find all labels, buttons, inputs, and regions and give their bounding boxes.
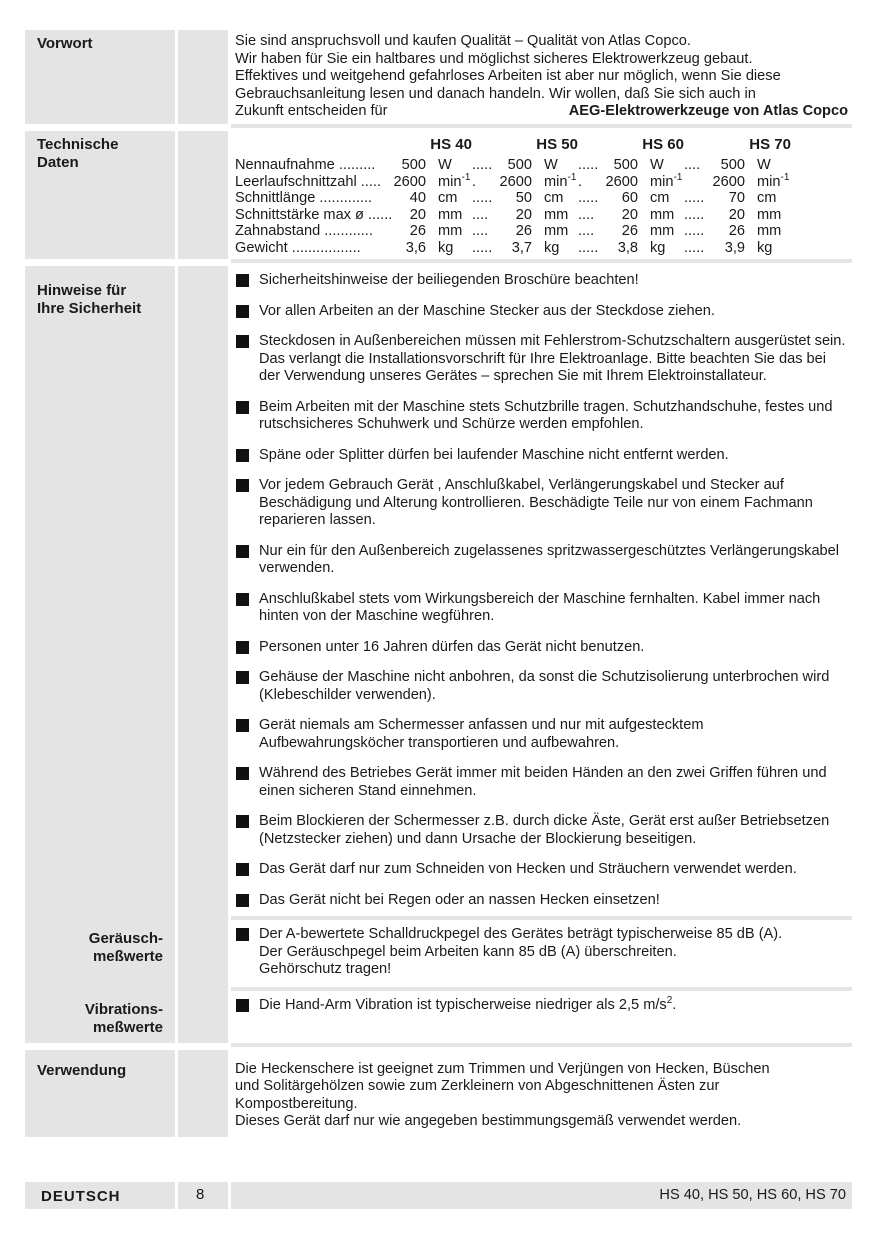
tech-param-name: Schnittlänge: [235, 190, 316, 206]
tech-cell: [684, 240, 791, 257]
bullet-square-icon: [236, 928, 249, 941]
manual-page: [25, 30, 852, 1137]
section-label: Verwendung: [25, 1050, 175, 1137]
tech-unit: $\min^{-1}$: [757, 171, 790, 190]
tech-unit: mm: [544, 206, 569, 223]
tech-value: 50: [515, 190, 532, 206]
tech-value: 60: [621, 190, 638, 206]
list-item: [257, 861, 848, 879]
page-number: 8: [196, 1186, 205, 1203]
tech-cell: [472, 207, 578, 224]
list-item-text: Vor jedem Gebrauch Gerät , Anschlußkabel, Verlängerungskabel und Stecker auf Beschädigung und Alterung kontrollieren. Beschädigte Teile nur von einem Fachmann reparieren lassen.: [259, 477, 813, 528]
tech-unit: mm: [757, 206, 782, 223]
list-item: [257, 669, 848, 704]
dot-leader: .: [472, 173, 477, 190]
tech-cell: [472, 240, 578, 257]
dot-leader: .: [578, 173, 583, 190]
dot-leader: .....: [472, 157, 493, 173]
list-item: [257, 813, 848, 848]
dot-leader: .....: [472, 190, 493, 206]
dot-leader: .....: [684, 239, 705, 256]
bullet-square-icon: [236, 593, 249, 606]
tech-unit: kg: [757, 239, 773, 256]
list-item-text: Gehäuse der Maschine nicht anbohren, da sonst die Schutzisolierung unterbrochen wird (Klebeschilder verwenden).: [259, 669, 830, 703]
tech-value: 2600: [712, 173, 745, 190]
tech-cell: [578, 190, 684, 207]
section-vibration: [25, 991, 852, 1043]
label-line: meßwerte: [92, 948, 163, 965]
section-label: Vorwort: [25, 30, 175, 124]
dot-leader: .....: [578, 239, 599, 256]
tech-value: 2600: [393, 173, 426, 190]
list-item-text: Vor allen Arbeiten an der Maschine Stecker aus der Steckdose ziehen.: [259, 302, 715, 319]
list-item-text: Personen unter 16 Jahren dürfen das Gerät nicht benutzen.: [259, 638, 645, 655]
list-item-text: Beim Arbeiten mit der Maschine stets Schutzbrille tragen. Schutzhandschuhe, festes und rutschsicheres Schuhwerk und Schürze werden empfohlen.: [259, 398, 833, 432]
text-line: Die Heckenschere ist geeignet zum Trimmen und Verjüngen von Hecken, Büschen: [235, 1060, 770, 1077]
label-line: Vibrations-: [84, 1000, 163, 1018]
section-label: [25, 131, 175, 260]
tech-value: 3,9: [724, 239, 745, 256]
tech-unit: $\min^{-1}$: [544, 171, 577, 190]
tech-unit: $\min^{-1}$: [650, 171, 683, 190]
tech-cell: [578, 157, 684, 174]
section-sicherheit: [25, 266, 852, 916]
tech-param-name: Leerlaufschnittzahl: [235, 173, 357, 190]
tech-value: 26: [515, 223, 532, 239]
dot-leader: .........: [334, 157, 376, 173]
bullet-square-icon: [236, 671, 249, 684]
tech-unit: cm: [650, 190, 670, 206]
list-item-text: Beim Blockieren der Schermesser z.B. durch dicke Äste, Gerät erst außer Betriebsetzen (Netzstecker ziehen) und dann Ursache der Blockierung beseitigen.: [259, 813, 830, 847]
section-geraeusch: [25, 920, 852, 987]
model-header: HS 60: [642, 135, 684, 153]
tech-cell: [684, 190, 791, 207]
list-item-text: Nur ein für den Außenbereich zugelassenes spritzwassergeschütztes Verlängerungskabel verwenden.: [259, 542, 840, 576]
list-item-text: Das Gerät nicht bei Regen oder an nassen Hecken einsetzen!: [259, 891, 660, 908]
dot-leader: ....: [684, 157, 701, 173]
label-line: meßwerte: [92, 1018, 163, 1036]
dot-leader: ............: [320, 223, 373, 239]
list-item: [257, 543, 848, 578]
list-item: [257, 399, 848, 434]
text-line: und Solitärgehölzen sowie zum Zerkleinern von Abgeschnittenen Ästen zur: [235, 1078, 720, 1094]
brand-line: [235, 103, 848, 121]
footer-language: DEUTSCH: [41, 1188, 121, 1205]
label-line: Daten: [37, 153, 79, 171]
dot-leader: .....: [684, 223, 705, 239]
tech-cell: [684, 207, 791, 224]
tech-row: [235, 190, 791, 207]
section-vorwort: [25, 30, 852, 124]
tech-unit: mm: [650, 223, 675, 239]
tech-unit: W: [438, 157, 452, 173]
footer-models: HS 40, HS 50, HS 60, HS 70: [659, 1187, 846, 1203]
bullet-square-icon: [236, 641, 249, 654]
text-line: Dieses Gerät darf nur wie angegeben bestimmungsgemäß verwendet werden.: [235, 1113, 742, 1129]
tech-cell: [472, 171, 578, 191]
tech-param-name: Schnittstärke max ø: [235, 206, 364, 223]
tech-value: 500: [720, 157, 745, 173]
section-label: [25, 920, 175, 987]
tech-value: 3,8: [617, 239, 638, 256]
tech-value: 20: [515, 206, 532, 223]
tech-unit: kg: [438, 239, 454, 256]
superscript: 2: [666, 994, 673, 1006]
tech-unit: W: [544, 157, 558, 173]
text-line: Gehörschutz tragen!: [259, 961, 392, 977]
bullet-square-icon: [236, 767, 249, 780]
tech-cell: [684, 223, 791, 240]
tech-value: 2600: [605, 173, 638, 190]
tech-unit: mm: [544, 223, 569, 239]
list-item: [257, 272, 848, 290]
tech-value: 70: [728, 190, 745, 206]
vorwort-text: [231, 30, 852, 124]
tech-value: 500: [507, 157, 532, 173]
tech-value: 3,7: [511, 239, 532, 256]
dot-leader: ....: [472, 223, 489, 239]
tech-cell: [578, 207, 684, 224]
dot-leader: .....: [578, 190, 599, 206]
brand-name: AEG-Elektrowerkzeuge von Atlas Copco: [568, 103, 848, 119]
bullet-square-icon: [236, 305, 249, 318]
bullet-square-icon: [236, 815, 249, 828]
section-label: [25, 991, 175, 1043]
tech-param-name: Gewicht: [235, 239, 288, 256]
label-line: Hinweise für: [37, 282, 127, 299]
tech-cell: [684, 171, 791, 191]
model-header: HS 40: [430, 135, 472, 153]
tech-unit: mm: [650, 206, 675, 223]
tech-value: 20: [621, 206, 638, 223]
tech-unit: cm: [757, 190, 777, 206]
bullet-square-icon: [236, 863, 249, 876]
tech-unit: W: [650, 157, 664, 173]
dot-leader: .....: [684, 206, 705, 223]
tech-unit: mm: [438, 206, 463, 223]
dot-leader: .....: [578, 157, 599, 173]
tech-cell: [684, 157, 791, 174]
bullet-square-icon: [236, 449, 249, 462]
tech-cell: [235, 223, 472, 240]
list-item: [257, 591, 848, 626]
tech-cell: [578, 240, 684, 257]
tech-value: 40: [409, 190, 426, 206]
text-line: Gebrauchsanleitung lesen und danach handeln. Wir wollen, daß Sie sich auch in: [235, 85, 756, 102]
tech-value: 2600: [499, 173, 532, 190]
tech-unit: kg: [650, 239, 666, 256]
tech-unit: mm: [438, 223, 463, 239]
tech-value: 500: [401, 157, 426, 173]
tech-cell: [235, 207, 472, 224]
dot-leader: ....: [578, 206, 595, 223]
tech-value: 500: [613, 157, 638, 173]
tech-row: [235, 223, 791, 240]
list-item-text: Anschlußkabel stets vom Wirkungsbereich der Maschine fernhalten. Kabel immer nach hinten von der Maschine wegführen.: [259, 590, 821, 624]
text-line: Der A-bewertete Schalldruckpegel des Gerätes beträgt typischerweise 85 dB (A).: [259, 926, 783, 942]
text-line: Effektives und weitgehend gefahrloses Arbeiten ist aber nur möglich, wenn Sie diese: [235, 68, 781, 84]
dot-leader: .............: [315, 190, 373, 206]
bullet-square-icon: [236, 274, 249, 287]
tech-value: 26: [409, 223, 426, 239]
tech-unit: mm: [757, 223, 782, 239]
section-verwendung: [25, 1050, 852, 1137]
tech-cell: [235, 240, 472, 257]
bullet-square-icon: [236, 894, 249, 907]
tech-cell: [472, 157, 578, 174]
dot-leader: .................: [287, 239, 361, 256]
tech-row: [235, 207, 791, 224]
bullet-square-icon: [236, 999, 249, 1012]
tech-cell: [472, 190, 578, 207]
safety-list: [231, 266, 852, 916]
section-technische-daten: [25, 131, 852, 260]
page-footer: [25, 1182, 852, 1209]
tech-row: [235, 157, 791, 174]
tech-param-name: Nennaufnahme: [235, 157, 335, 173]
section-label: [25, 266, 175, 916]
tech-unit: cm: [438, 190, 458, 206]
dot-leader: ......: [363, 206, 393, 223]
list-item: [257, 477, 848, 530]
tech-cell: [235, 157, 472, 174]
list-item-text: Das Gerät darf nur zum Schneiden von Hecken und Sträuchern verwendet werden.: [259, 861, 797, 877]
tech-value: 26: [621, 223, 638, 239]
list-item: [257, 994, 848, 1015]
tech-cell: [578, 223, 684, 240]
tech-value: 20: [728, 206, 745, 223]
tech-data-table: [235, 137, 791, 257]
text-line: Sie sind anspruchsvoll und kaufen Qualität – Qualität von Atlas Copco.: [235, 33, 691, 49]
bullet-square-icon: [236, 335, 249, 348]
tech-value: 20: [409, 206, 426, 223]
list-item: [257, 892, 848, 910]
bullet-square-icon: [236, 545, 249, 558]
list-item: [257, 639, 848, 657]
text-line: Kompostbereitung.: [235, 1095, 358, 1112]
dot-leader: .....: [356, 173, 382, 190]
list-item-text: Während des Betriebes Gerät immer mit beiden Händen an den zwei Griffen führen und einen sicheren Stand einnehmen.: [259, 765, 827, 799]
list-item: [257, 333, 848, 386]
list-item-text: Gerät niemals am Schermesser anfassen und nur mit aufgestecktem Aufbewahrungsköcher transportieren und aufbewahren.: [259, 717, 704, 751]
list-item-text: Späne oder Splitter dürfen bei laufender Maschine nicht entfernt werden.: [259, 446, 729, 463]
tech-param-name: Zahnabstand: [235, 223, 321, 239]
tech-unit: W: [757, 157, 771, 173]
dot-leader: .....: [684, 190, 705, 206]
bullet-square-icon: [236, 719, 249, 732]
list-item: [257, 447, 848, 465]
list-item: [257, 765, 848, 800]
text-line: Wir haben für Sie ein haltbares und möglichst sicheres Elektrowerkzeug gebaut.: [235, 50, 753, 67]
tech-cell: [578, 171, 684, 191]
label-line: Geräusch-: [88, 930, 163, 947]
tech-row: [235, 174, 791, 191]
tech-unit: $\min^{-1}$: [438, 171, 471, 190]
tech-cell: [472, 223, 578, 240]
tech-row: [235, 240, 791, 257]
list-item: [257, 717, 848, 752]
tech-unit: kg: [544, 239, 560, 256]
bullet-square-icon: [236, 479, 249, 492]
label-line: Ihre Sicherheit: [37, 300, 142, 317]
dot-leader: ....: [578, 223, 595, 239]
tech-unit: cm: [544, 190, 564, 206]
model-header: HS 50: [536, 135, 578, 153]
tech-cell: [235, 171, 472, 191]
tech-value: 3,6: [405, 239, 426, 256]
text-line: Die Hand-Arm Vibration ist typischerweise niedriger als 2,5 m/s: [259, 996, 667, 1013]
bullet-square-icon: [236, 401, 249, 414]
text-line: Zukunft entscheiden für: [235, 103, 388, 119]
list-item: [257, 303, 848, 321]
tech-value: 26: [728, 223, 745, 239]
dot-leader: ....: [472, 206, 489, 223]
text-line: .: [672, 996, 677, 1013]
list-item-text: Steckdosen in Außenbereichen müssen mit Fehlerstrom-Schutzschaltern ausgerüstet sein. Das verlangt die Installationsvorschrift für Ihre Elektroanlage. Bitte beachten Sie das bei der Verwendung unseres Gerätes – sprechen Sie mit Ihrem Elektroinstallateur.: [259, 333, 846, 384]
text-line: Der Geräuschpegel beim Arbeiten kann 85 dB (A) überschreiten.: [259, 943, 677, 960]
dot-leader: .....: [472, 239, 493, 256]
tech-cell: [235, 190, 472, 207]
list-item-text: Sicherheitshinweise der beiliegenden Broschüre beachten!: [259, 272, 639, 288]
label-line: Technische: [37, 135, 119, 153]
list-item: [257, 926, 848, 979]
model-header: HS 70: [749, 135, 791, 153]
